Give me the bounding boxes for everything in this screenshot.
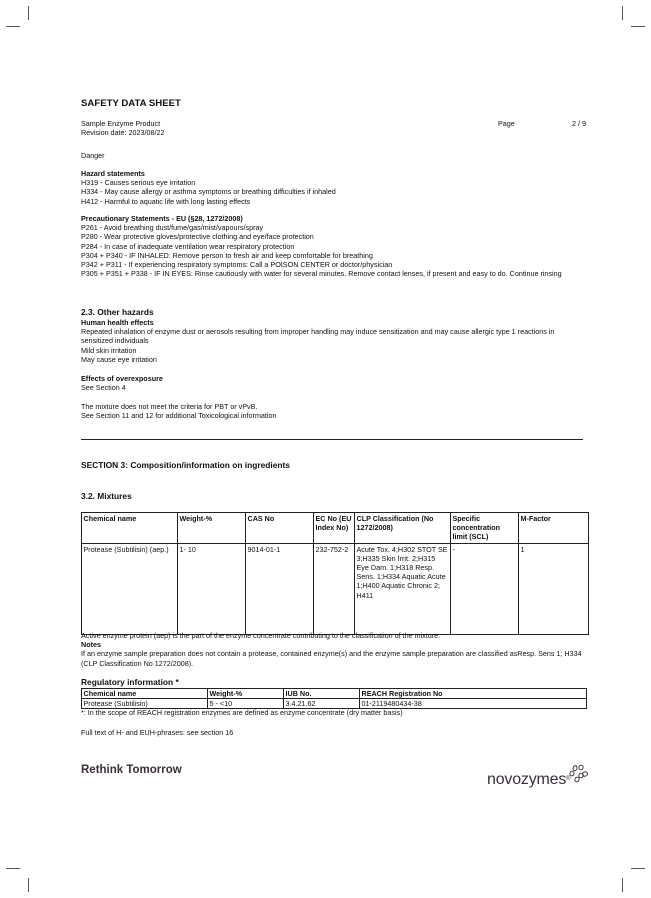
footer-tagline: Rethink Tomorrow <box>81 764 182 776</box>
reach-footnote: *: In the scope of REACH registration enzymes are defined as enzyme concentrate (dry matter basis) <box>81 708 403 717</box>
page-number: 2 / 9 <box>572 119 586 128</box>
table-cell: 1- 10 <box>178 543 246 634</box>
table-cell: 232-752-2 <box>314 543 355 634</box>
regulatory-table <box>81 688 587 709</box>
column-header: Specific concentration limit (SCL) <box>451 513 519 544</box>
other-hazards-heading: 2.3. Other hazards <box>81 307 154 317</box>
table-header-row <box>82 689 587 699</box>
table-cell: Protease (Subtilisin) (aep.) <box>82 543 178 634</box>
health-effects <box>81 318 586 364</box>
precaution-heading: Precautionary Statements - EU (§28, 1272/2008) <box>81 214 243 223</box>
table-row <box>82 543 589 634</box>
column-header: Chemical name <box>82 689 208 699</box>
table-header-row <box>82 513 589 544</box>
column-header: Weight-% <box>178 513 246 544</box>
novozymes-logo-icon <box>567 764 591 784</box>
hazard-line: H334 - May cause allergy or asthma symptoms or breathing difficulties if inhaled <box>81 187 336 197</box>
table-cell: Protease (Subtilisin) <box>82 699 208 709</box>
precaution-line: P261 - Avoid breathing dust/fume/gas/mist/vapours/spray <box>81 223 264 233</box>
health-heading: Human health effects <box>81 318 154 327</box>
column-header: Weight-% <box>208 689 284 699</box>
pbt-statement <box>81 402 586 420</box>
precaution-line: P280 - Wear protective gloves/protective clothing and eye/face protection <box>81 232 314 242</box>
column-header: CLP Classification (No 1272/2008) <box>355 513 451 544</box>
crop-mark <box>28 6 29 20</box>
hazard-line: H412 - Harmful to aquatic life with long lasting effects <box>81 196 251 206</box>
crop-mark <box>28 878 29 892</box>
hazard-heading: Hazard statements <box>81 169 145 178</box>
hazard-line: H319 - Causes serious eye irritation <box>81 178 196 188</box>
pbt-line: The mixture does not meet the criteria for PBT or vPvB. <box>81 402 258 411</box>
aep-note: Active enzyme protein (aep) is the part of the enzyme concentrate contributing to the classification of the mixture. <box>81 631 441 640</box>
revision-date: Revision date: 2023/08/22 <box>81 128 165 137</box>
brand-wordmark <box>487 771 571 788</box>
table-cell: 9014-01-1 <box>246 543 314 634</box>
table-cell: 3.4.21.62 <box>284 699 360 709</box>
notes-text: If an enzyme sample preparation does not contain a protease, contained enzyme(s) and the enzyme sample preparation are classified asResp. Sens 1; H334 (CLP Classification No 1272/2008). <box>81 649 582 668</box>
column-header: REACH Registration No <box>360 689 587 699</box>
mixtures-heading: 3.2. Mixtures <box>81 491 132 501</box>
column-header: Chemical name <box>82 513 178 544</box>
crop-mark <box>622 6 623 20</box>
mixtures-table <box>81 512 589 635</box>
column-header: CAS No <box>246 513 314 544</box>
health-line: Repeated inhalation of enzyme dust or aerosols resulting from improper handling may induce sensitization and may cause allergic type 1 reactions in sensitized individuals <box>81 327 555 346</box>
page-label: Page <box>498 119 515 128</box>
crop-mark <box>631 26 645 27</box>
section3-heading: SECTION 3: Composition/information on ingredients <box>81 460 290 470</box>
overexposure-line: See Section 4 <box>81 383 126 393</box>
brand-name: novozymes <box>487 771 567 788</box>
brand-registered-mark: ® <box>566 776 571 782</box>
overexposure-heading: Effects of overexposure <box>81 374 163 383</box>
table-cell: - <box>451 543 519 634</box>
precaution-line: P305 + P351 + P338 - IF IN EYES: Rinse cautiously with water for several minutes. Remove contact lenses, if present and easy to do. Continue rinsing <box>81 269 562 279</box>
pbt-line: See Section 11 and 12 for additional Toxicological information <box>81 411 277 421</box>
product-name: Sample Enzyme Product <box>81 119 161 128</box>
column-header: IUB No. <box>284 689 360 699</box>
precautionary-statements <box>81 214 586 278</box>
table-cell: 01-2119480434-38 <box>360 699 587 709</box>
section-divider <box>81 439 583 440</box>
notes-heading: Notes <box>81 640 101 650</box>
signal-word: Danger <box>81 151 105 160</box>
precaution-line: P304 + P340 - IF INHALED: Remove person to fresh air and keep comfortable for breathing <box>81 250 373 260</box>
regulatory-heading: Regulatory information * <box>81 677 179 687</box>
precaution-line: P284 - In case of inadequate ventilation wear respiratory protection <box>81 241 295 251</box>
crop-mark <box>631 868 645 869</box>
table-cell: 1 <box>519 543 589 634</box>
health-line: May cause eye irritation <box>81 354 157 364</box>
precaution-line: P342 + P311 - If experiencing respiratory symptoms: Call a POISON CENTER or doctor/physician <box>81 260 393 270</box>
column-header: M-Factor <box>519 513 589 544</box>
mixture-notes <box>81 631 586 668</box>
table-cell: Acute Tox. 4;H302 STOT SE 3;H335 Skin Irrit. 2;H315 Eye Dam. 1;H318 Resp. Sens. 1;H334 Aquatic Acute 1;H400 Aquatic Chronic 2; H411 <box>355 543 451 634</box>
crop-mark <box>6 26 20 27</box>
full-text-reference: Full text of H- and EUH-phrases: see section 16 <box>81 728 234 737</box>
crop-mark <box>622 878 623 892</box>
document-title: SAFETY DATA SHEET <box>81 98 181 109</box>
column-header: EC No (EU Index No) <box>314 513 355 544</box>
overexposure <box>81 374 586 392</box>
table-cell: 5 - <10 <box>208 699 284 709</box>
crop-mark <box>6 868 20 869</box>
hazard-statements <box>81 169 586 206</box>
health-line: Mild skin irritation <box>81 345 137 355</box>
